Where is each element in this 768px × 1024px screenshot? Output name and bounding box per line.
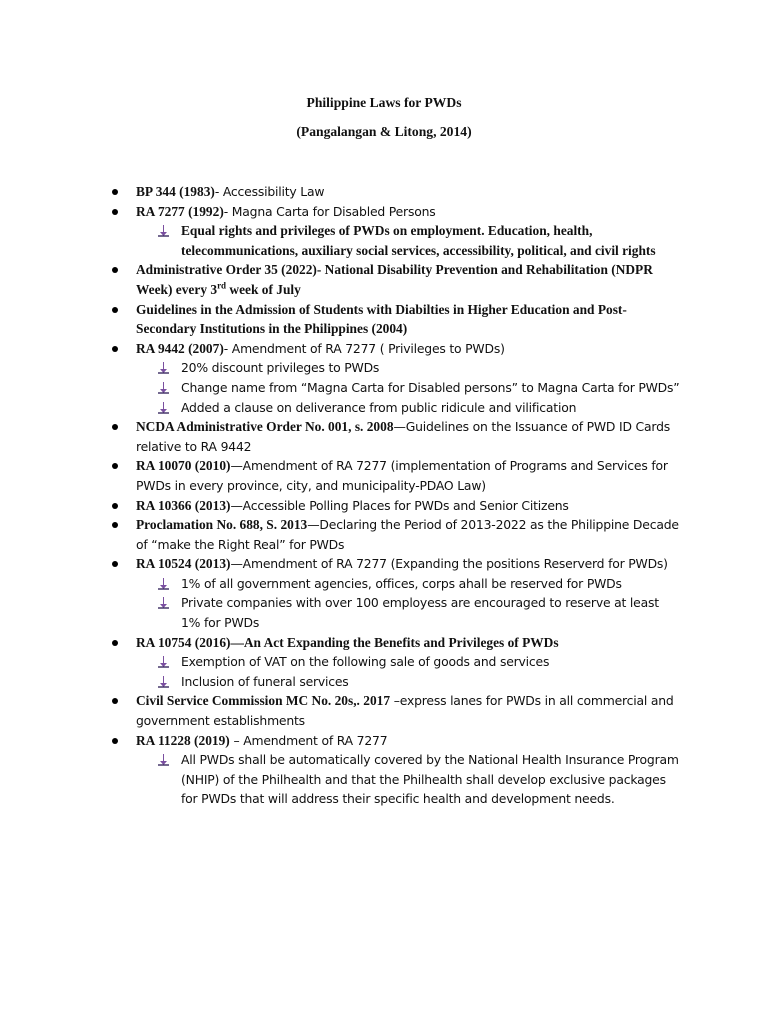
law-description: —Amendment of RA 7277 (Expanding the positions Reserverd for PWDs)	[230, 556, 668, 572]
law-title: RA 9442 (2007)	[136, 340, 224, 356]
arrow-bullet-icon	[157, 224, 170, 237]
law-title: Guidelines in the Admission of Students with Diabilties in Higher Education and Post-Secondary Institutions in the Philippines (2004)	[136, 301, 627, 337]
sub-item	[181, 593, 681, 632]
sub-item-text: Change name from “Magna Carta for Disabled persons” to Magna Carta for PWDs”	[181, 379, 680, 395]
sub-item	[181, 378, 681, 398]
list-item-ra9442	[136, 339, 681, 359]
sub-item	[181, 221, 681, 260]
law-title: BP 344 (1983)	[136, 184, 215, 199]
law-title: RA 7277 (1992)	[136, 203, 224, 219]
laws-list	[0, 182, 768, 809]
bullet-icon	[112, 698, 118, 704]
bullet-icon	[112, 503, 118, 509]
bullet-icon	[112, 346, 118, 352]
law-description: —Amendment of RA 7277 (implementation of Programs and Services for PWDs in every province, city, and municipality-PDAO Law)	[136, 458, 668, 493]
law-title: RA 10366 (2013)	[136, 497, 231, 513]
law-title: Proclamation No. 688, S. 2013	[136, 517, 308, 533]
law-title: RA 10524 (2013)	[136, 556, 231, 572]
bullet-icon	[112, 561, 118, 567]
arrow-bullet-icon	[157, 753, 170, 766]
bullet-icon	[112, 424, 118, 430]
sub-item	[181, 652, 681, 672]
law-description: —Declaring the Period of 2013-2022 as the Philippine Decade of “make the Right Real” for PWDs	[136, 517, 679, 552]
arrow-bullet-icon	[157, 655, 170, 668]
page-title: Philippine Laws for PWDs	[306, 95, 462, 110]
list-item-bp344	[136, 182, 681, 202]
arrow-bullet-icon	[157, 381, 170, 394]
sub-item-text: 20% discount privileges to PWDs	[181, 360, 380, 376]
arrow-bullet-icon	[157, 577, 170, 590]
bullet-icon	[112, 738, 118, 744]
sub-item	[181, 750, 681, 809]
list-item-guidelines	[136, 300, 681, 339]
law-title-end: week of July	[226, 281, 301, 297]
sub-item-text: Private companies with over 100 employess are encouraged to reserve at least 1% for PWDs	[181, 595, 659, 631]
law-description: - Magna Carta for Disabled Persons	[223, 203, 436, 219]
bullet-icon	[112, 463, 118, 469]
sub-item-text: 1% of all government agencies, offices, corps ahall be reserved for PWDs	[181, 575, 622, 591]
law-description: - Accessibility Law	[214, 184, 325, 199]
sub-item	[181, 672, 681, 692]
law-description: —Accessible Polling Places for PWDs and Senior Citizens	[230, 497, 569, 513]
bullet-icon	[112, 522, 118, 528]
arrow-bullet-icon	[157, 401, 170, 414]
bullet-icon	[112, 307, 118, 313]
list-item-ra7277	[136, 202, 681, 222]
page-subtitle: (Pangalangan & Litong, 2014)	[296, 124, 472, 139]
list-item-csc	[136, 691, 681, 730]
sub-item	[181, 398, 681, 418]
law-title: Civil Service Commission MC No. 20s,. 2017	[136, 693, 391, 709]
bullet-icon	[112, 209, 118, 215]
sub-item	[181, 574, 681, 594]
sub-item-text: Exemption of VAT on the following sale of goods and services	[181, 654, 550, 670]
sub-item-text: Inclusion of funeral services	[181, 673, 349, 689]
list-item-proclamation688	[136, 515, 681, 554]
bullet-icon	[112, 267, 118, 273]
list-item-ra11228	[136, 731, 681, 751]
bullet-icon	[112, 640, 118, 646]
bullet-icon	[112, 189, 118, 195]
law-title: RA 11228 (2019)	[136, 732, 230, 748]
law-title: RA 10070 (2010)	[136, 458, 231, 474]
ordinal-suffix: rd	[217, 280, 227, 291]
sub-item-text: Added a clause on deliverance from public ridicule and vilification	[181, 399, 577, 415]
law-title: NCDA Administrative Order No. 001, s. 2008	[136, 419, 394, 435]
law-description: –express lanes for PWDs in all commercial and government establishments	[136, 693, 674, 729]
law-title: RA 10754 (2016)—An Act Expanding the Benefits and Privileges of PWDs	[136, 634, 559, 650]
list-item-ao35	[136, 260, 681, 299]
sub-item-text: Equal rights and privileges of PWDs on employment. Education, health, telecommunications, auxiliary social services, accessibility, political, and civil rights	[181, 223, 656, 258]
list-item-ra10524	[136, 554, 681, 574]
law-description: - Amendment of RA 7277 ( Privileges to PWDs)	[223, 340, 505, 356]
list-item-ra10754	[136, 633, 681, 653]
list-item-ra10366	[136, 496, 681, 516]
sub-item	[181, 358, 681, 378]
list-item-ra10070	[136, 456, 681, 495]
sub-item-text: All PWDs shall be automatically covered by the National Health Insurance Program (NHIP) of the Philhealth and that the Philhealth shall develop exclusive packages for PWDs that will address their specific health and development needs.	[181, 752, 679, 807]
law-description: – Amendment of RA 7277	[229, 732, 388, 748]
law-description: —Guidelines on the Issuance of PWD ID Cards relative to RA 9442	[136, 419, 670, 454]
law-title: Administrative Order 35 (2022)- National Disability Prevention and Rehabilitation (NDPR Week) every 3	[136, 262, 653, 297]
arrow-bullet-icon	[157, 675, 170, 688]
arrow-bullet-icon	[157, 361, 170, 374]
list-item-ncda	[136, 417, 681, 456]
arrow-bullet-icon	[157, 596, 170, 609]
